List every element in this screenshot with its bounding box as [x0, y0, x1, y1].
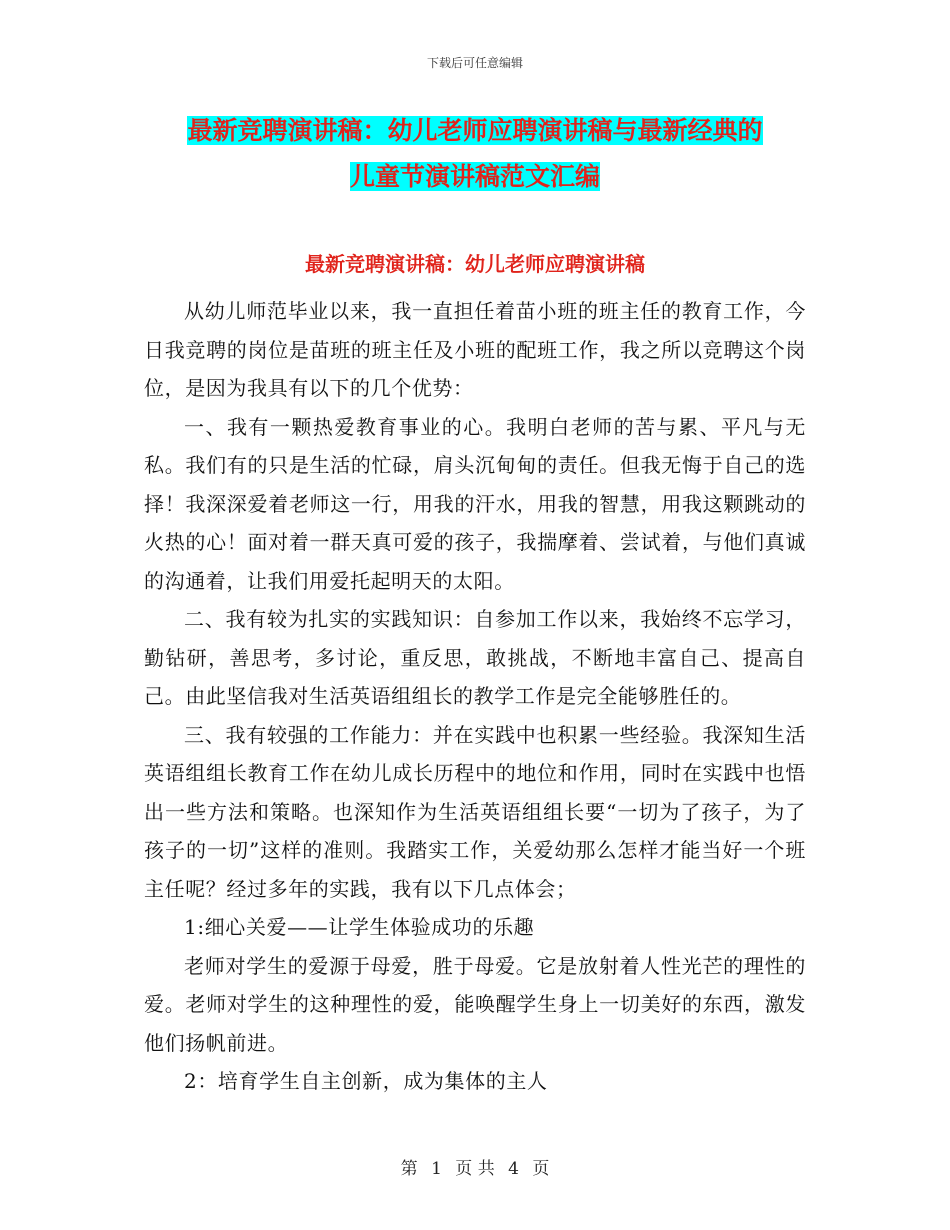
page-label-mid: 页 共	[455, 1159, 495, 1179]
document-title	[145, 108, 805, 200]
page-label-suffix: 页	[532, 1159, 550, 1179]
current-page-number: 1	[431, 1159, 442, 1179]
paragraph: 二、我有较为扎实的实践知识：自参加工作以来，我始终不忘学习，勤钻研，善思考，多讨论，重反思，敢挑战，不断地丰富自己、提高自己。由此坚信我对生活英语组组长的教学工作是完全能够胜任的。	[144, 607, 806, 708]
body-text	[144, 292, 806, 1101]
page-label-prefix: 第	[400, 1159, 418, 1179]
section-title: 最新竞聘演讲稿：幼儿老师应聘演讲稿	[305, 252, 645, 276]
page-number-footer	[0, 1154, 950, 1179]
paragraph: 三、我有较强的工作能力：并在实践中也积累一些经验。我深知生活英语组组长教育工作在幼儿成长历程中的地位和作用，同时在实践中也悟出一些方法和策略。也深知作为生活英语组组长要“一切为了孩子，为了孩子的一切”这样的准则。我踏实工作，关爱幼那么怎样才能当好一个班主任呢？经过多年的实践，我有以下几点体会；	[144, 722, 806, 901]
header-note: 下载后可任意编辑	[426, 56, 523, 70]
total-pages-number: 4	[508, 1159, 519, 1179]
paragraph: 1:细心关爱——让学生体验成功的乐趣	[184, 915, 535, 939]
document-title-line1: 最新竞聘演讲稿：幼儿老师应聘演讲稿与最新经典的	[187, 116, 763, 145]
paragraph: 从幼儿师范毕业以来，我一直担任着苗小班的班主任的教育工作，今日我竞聘的岗位是苗班的班主任及小班的配班工作，我之所以竞聘这个岗位，是因为我具有以下的几个优势：	[144, 299, 806, 400]
paragraph: 老师对学生的爱源于母爱，胜于母爱。它是放射着人性光芒的理性的爱。老师对学生的这种理性的爱，能唤醒学生身上一切美好的东西，激发他们扬帆前进。	[144, 953, 806, 1055]
paragraph: 2：培育学生自主创新，成为集体的主人	[184, 1069, 548, 1093]
paragraph: 一、我有一颗热爱教育事业的心。我明白老师的苦与累、平凡与无私。我们有的只是生活的忙碌，肩头沉甸甸的责任。但我无悔于自己的选择！我深深爱着老师这一行，用我的汗水，用我的智慧，用我这颗跳动的火热的心！面对着一群天真可爱的孩子，我揣摩着、尝试着，与他们真诚的沟通着，让我们用爱托起明天的太阳。	[144, 414, 806, 593]
document-title-line2: 儿童节演讲稿范文汇编	[349, 162, 600, 191]
